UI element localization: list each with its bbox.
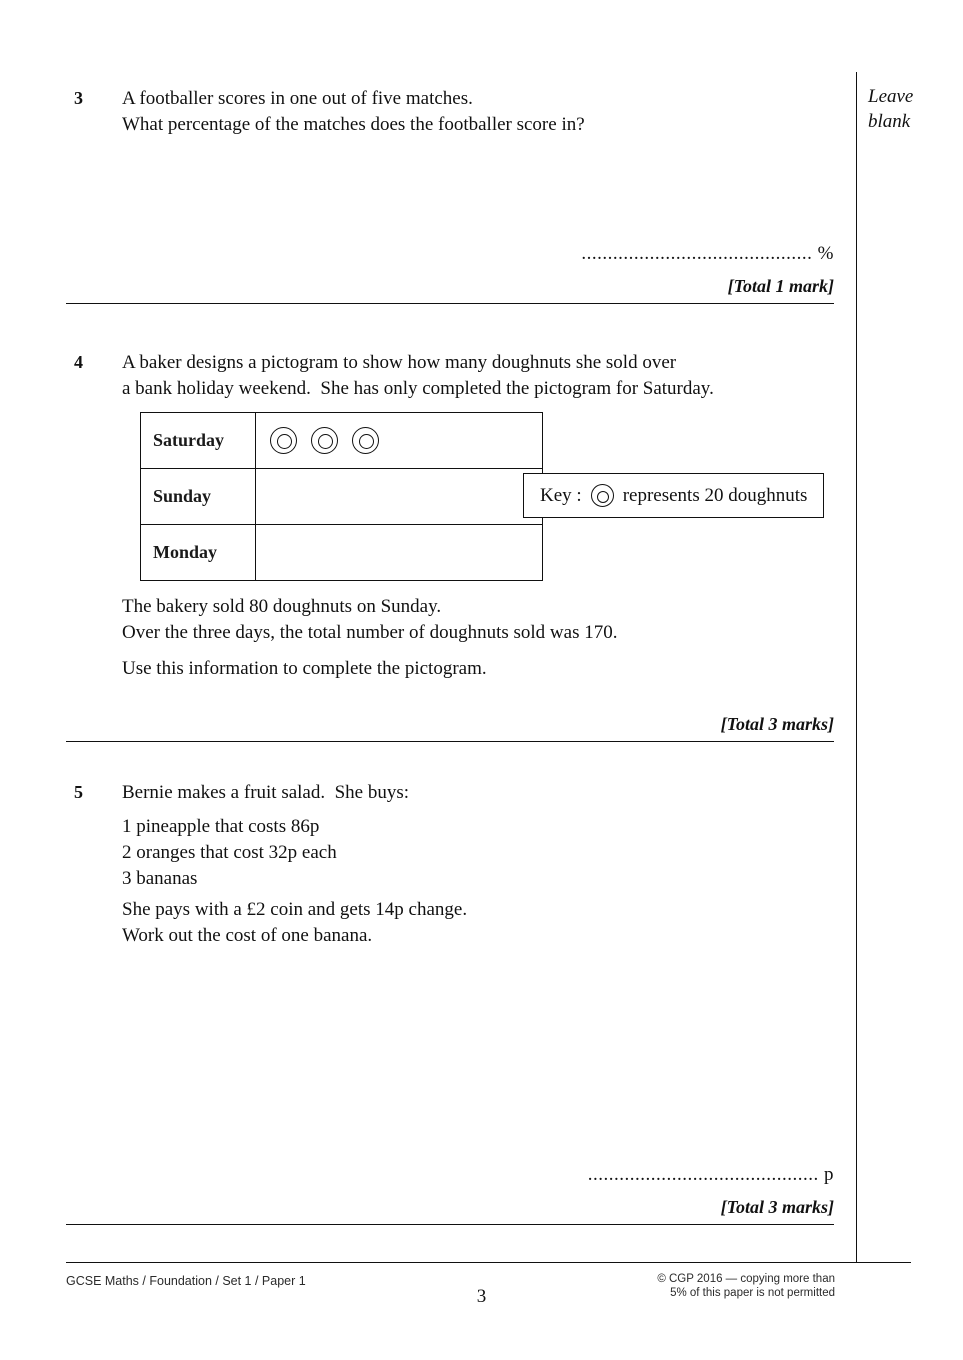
- table-row: [141, 525, 543, 581]
- question-4-total-marks: [Total 3 marks]: [720, 714, 834, 734]
- footer-copyright-line2: 5% of this paper is not permitted: [670, 1287, 835, 1299]
- pictogram-key: [523, 473, 824, 518]
- footer-divider: [66, 1262, 911, 1263]
- doughnut-icon: [591, 484, 614, 507]
- question-5-text: [122, 780, 842, 806]
- pictogram-day-sunday: Sunday: [141, 469, 256, 525]
- doughnut-icon: [352, 427, 379, 454]
- question-3-line-2: What percentage of the matches does the footballer score in?: [122, 114, 585, 135]
- pictogram-cell-saturday[interactable]: [256, 413, 543, 469]
- question-4-followup: [122, 594, 842, 682]
- footer-copyright-line1: © CGP 2016 — copying more than: [657, 1273, 835, 1285]
- question-5-followup-line-2: Work out the cost of one banana.: [122, 925, 373, 946]
- doughnut-icon: [270, 427, 297, 454]
- question-5-number: 5: [74, 782, 83, 802]
- question-5-answer-line[interactable]: ............................................ p: [587, 1164, 834, 1185]
- pictogram-symbols-saturday: [270, 427, 528, 454]
- question-5-line-1: Bernie makes a fruit salad. She buys:: [122, 782, 410, 803]
- question-5-item-2: 2 oranges that cost 32p each: [122, 842, 337, 863]
- question-4-number: 4: [74, 352, 83, 372]
- question-4-text: [122, 350, 842, 402]
- leave-blank-line2: blank: [868, 111, 911, 132]
- pictogram-cell-sunday[interactable]: [256, 469, 543, 525]
- question-4-line-2: a bank holiday weekend. She has only completed the pictogram for Saturday.: [122, 378, 714, 399]
- question-3-number: 3: [74, 88, 83, 108]
- question-5-items: [122, 814, 842, 892]
- question-4-followup-line-2: Over the three days, the total number of doughnuts sold was 170.: [122, 622, 618, 643]
- leave-blank-line1: Leave: [868, 86, 914, 107]
- question-5-item-3: 3 bananas: [122, 868, 198, 889]
- question-5-divider: [66, 1224, 834, 1225]
- pictogram-table: [140, 412, 543, 581]
- table-row: [141, 413, 543, 469]
- question-3-text: [122, 86, 832, 138]
- pictogram-cell-monday[interactable]: [256, 525, 543, 581]
- question-5-followup-line-1: She pays with a £2 coin and gets 14p change.: [122, 899, 468, 920]
- question-4-followup-line-3: Use this information to complete the pictogram.: [122, 658, 487, 679]
- leave-blank-divider: [856, 72, 857, 1262]
- table-row: [141, 469, 543, 525]
- pictogram-day-saturday: Saturday: [141, 413, 256, 469]
- question-5-followup: [122, 897, 842, 949]
- doughnut-icon: [311, 427, 338, 454]
- pictogram-key-text: represents 20 doughnuts: [622, 484, 808, 506]
- question-3-answer-line[interactable]: ............................................ %: [581, 243, 834, 264]
- question-3-total-marks: [Total 1 mark]: [727, 276, 834, 296]
- question-5-total-marks: [Total 3 marks]: [720, 1197, 834, 1217]
- question-4-divider: [66, 741, 834, 742]
- footer-paper-info: GCSE Maths / Foundation / Set 1 / Paper 1: [66, 1274, 306, 1288]
- question-3-line-1: A footballer scores in one out of five matches.: [122, 88, 473, 109]
- question-5-item-1: 1 pineapple that costs 86p: [122, 816, 320, 837]
- leave-blank-label: [868, 84, 948, 134]
- question-4-followup-line-1: The bakery sold 80 doughnuts on Sunday.: [122, 596, 442, 617]
- page-number: 3: [476, 1286, 487, 1307]
- question-3-divider: [66, 303, 834, 304]
- pictogram-day-monday: Monday: [141, 525, 256, 581]
- pictogram-key-prefix: Key :: [540, 484, 582, 506]
- question-4-line-1: A baker designs a pictogram to show how many doughnuts she sold over: [122, 352, 677, 373]
